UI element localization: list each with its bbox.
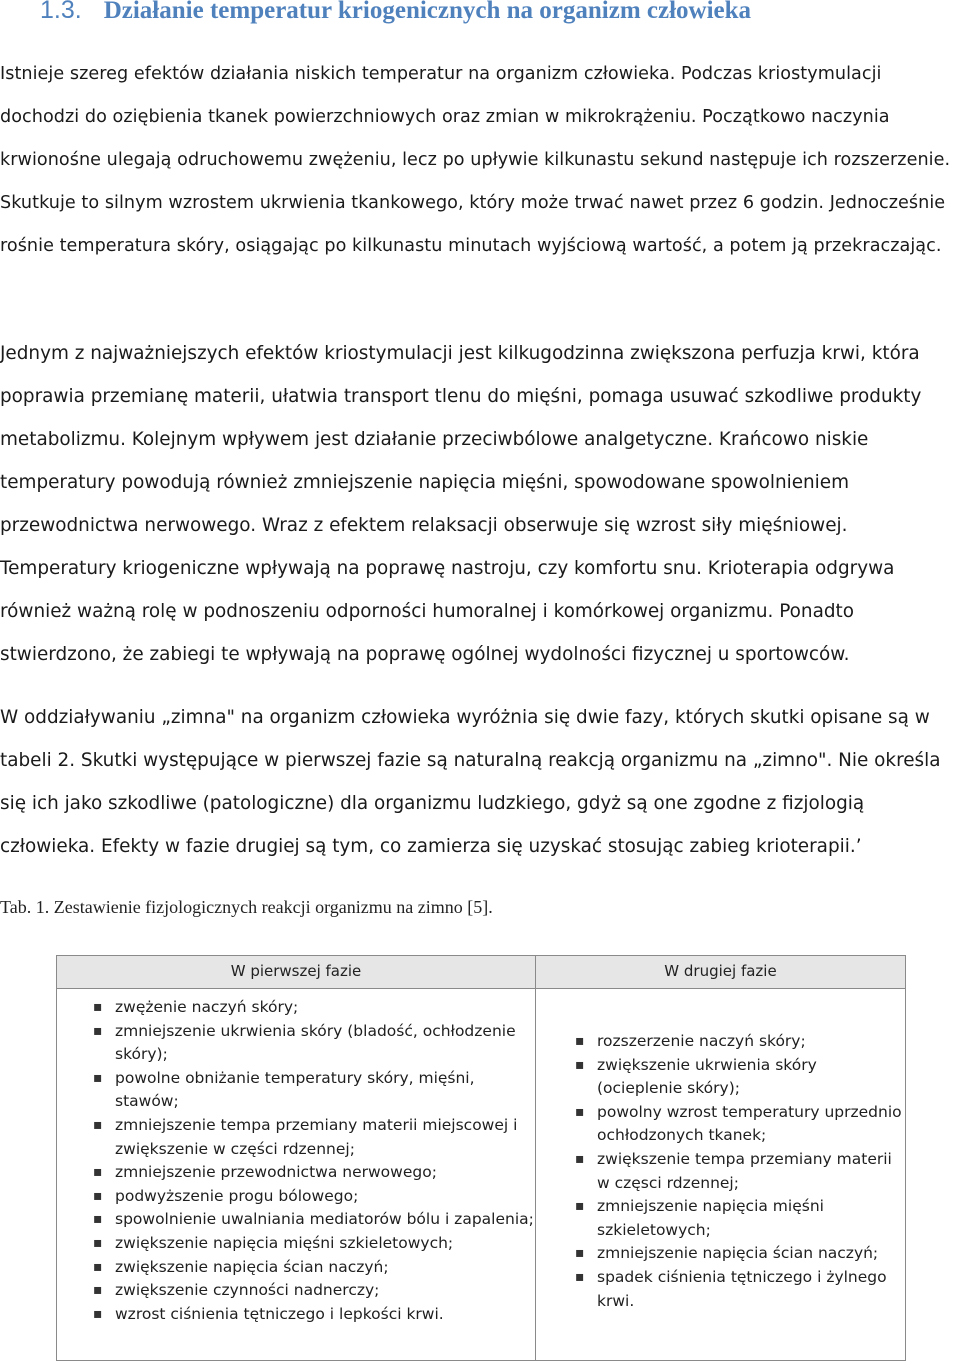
second-phase-item: ▪ zwiększenie tempa przemiany materii w częsci rdzennej;	[569, 1148, 905, 1195]
first-phase-list	[87, 996, 537, 1326]
first-phase-item: ▪ zwiększenie napięcia ścian naczyń;	[87, 1256, 537, 1280]
second-phase-item: ▪ rozszerzenie naczyń skóry;	[569, 1030, 905, 1054]
second-phase-header: W drugiej fazie	[536, 956, 905, 989]
paragraph-2: Jednym z najważniejszych efektów kriostymulacji jest kilkugodzinna zwiększona perfuzja krwi, która poprawia przemianę materii, ułatwia transport tlenu do mięśni, pomaga usuwać szkodliwe produkty metabolizmu. Kolejnym wpływem jest działanie przeciwbólowe analgetyczne. Krańcowo niskie temperatury powodują również zmniejszenie napięcia mięśni, spowodowane spowolnieniem przewodnictwa nerwowego. Wraz z efektem relaksacji obserwuje się wzrost siły mięśniowej. Temperatury kriogeniczne wpływają na poprawę nastroju, czy komfortu snu. Krioterapia odgrywa również ważną rolę w podnoszeniu odporności humoralnej i komórkowej organizmu. Ponadto stwierdzono, że zabiegi te wpływają na poprawę ogólnej wydolności fizycznej u sportowców.	[0, 343, 922, 665]
section-heading	[40, 0, 751, 25]
first-phase-item: ▪ podwyższenie progu bólowego;	[87, 1185, 537, 1209]
second-phase-item: ▪ spadek ciśnienia tętniczego i żylnego krwi.	[569, 1266, 905, 1313]
first-phase-item: ▪ zmniejszenie tempa przemiany materii miejscowej i zwiększenie w części rdzennej;	[87, 1114, 537, 1161]
second-phase-item: ▪ zmniejszenie napięcia mięśni szkieletowych;	[569, 1195, 905, 1242]
section-number: 1.3.	[40, 0, 82, 24]
first-phase-item: ▪ zmniejszenie przewodnictwa nerwowego;	[87, 1161, 537, 1185]
first-phase-item: ▪ spowolnienie uwalniania mediatorów bólu i zapalenia;	[87, 1208, 537, 1232]
table-caption: Tab. 1. Zestawienie fizjologicznych reakcji organizmu na zimno [5].	[0, 897, 493, 917]
first-phase-item: ▪ wzrost ciśnienia tętniczego i lepkości krwi.	[87, 1303, 537, 1327]
first-phase-item: ▪ zwiększenie czynności nadnerczy;	[87, 1279, 537, 1303]
paragraph-3: W oddziaływaniu „zimna" na organizm człowieka wyróżnia się dwie fazy, których skutki opisane są w tabeli 2. Skutki występujące w pierwszej fazie są naturalną reakcją organizmu na „zimno". Nie określa się ich jako szkodliwe (patologiczne) dla organizmu ludzkiego, gdyż są one zgodne z fizjologią człowieka. Efekty w fazie drugiej są tym, co zamierza się uzyskać stosując zabieg krioterapii.’	[0, 707, 941, 857]
second-phase-item: ▪ zmniejszenie napięcia ścian naczyń;	[569, 1242, 905, 1266]
first-phase-item: ▪ zmniejszenie ukrwienia skóry (bladość, ochłodzenie skóry);	[87, 1020, 537, 1067]
first-phase-item: ▪ powolne obniżanie temperatury skóry, mięśni, stawów;	[87, 1067, 537, 1114]
second-phase-item: ▪ powolny wzrost temperatury uprzednio ochłodzonych tkanek;	[569, 1101, 905, 1148]
second-phase-item: ▪ zwiększenie ukrwienia skóry (ocieplenie skóry);	[569, 1054, 905, 1101]
first-phase-header: W pierwszej fazie	[57, 956, 536, 989]
reactions-table	[56, 955, 906, 1361]
section-title: Działanie temperatur kriogenicznych na organizm człowieka	[103, 0, 752, 24]
first-phase-item: ▪ zwężenie naczyń skóry;	[87, 996, 537, 1020]
first-phase-item: ▪ zwiększenie napięcia mięśni szkieletowych;	[87, 1232, 537, 1256]
paragraph-1: Istnieje szereg efektów działania niskich temperatur na organizm człowieka. Podczas kriostymulacji dochodzi do oziębienia tkanek powierzchniowych oraz zmian w mikrokrążeniu. Początkowo naczynia krwionośne ulegają odruchowemu zwężeniu, lecz po upływie kilkunastu sekund następuje ich rozszerzenie. Skutkuje to silnym wzrostem ukrwienia tkankowego, który może trwać nawet przez 6 godzin. Jednocześnie rośnie temperatura skóry, osiągając po kilkunastu minutach wyjściową wartość, a potem ją przekraczając.	[0, 64, 951, 256]
second-phase-list	[569, 1030, 905, 1313]
